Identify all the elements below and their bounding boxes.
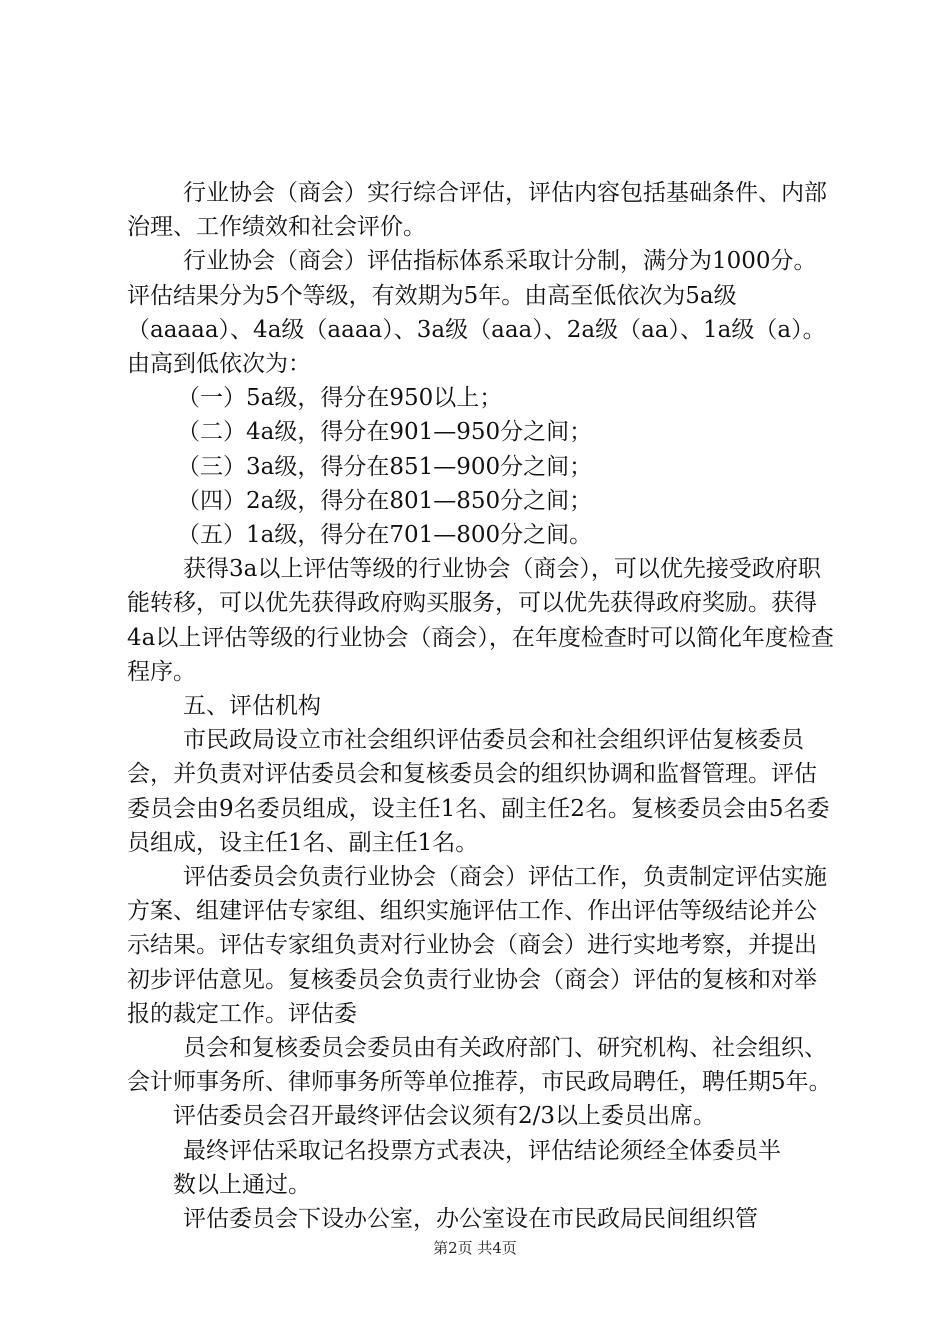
paragraph-voting-continued: 数以上通过。: [173, 1171, 311, 1198]
document-body: [127, 176, 837, 1236]
paragraph-grade-benefits: 获得3a以上评估等级的行业协会（商会），可以优先接受政府职能转移，可以优先获得政府购买服务，可以优先获得政府奖励。获得4a以上评估等级的行业协会（商会），在年度检查时可以简化年度检查程序。: [127, 556, 834, 685]
paragraph-voting: 最终评估采取记名投票方式表决，评估结论须经全体委员半: [183, 1137, 781, 1164]
grade-item-5a: （一）5a级，得分在950以上；: [177, 385, 503, 412]
grade-item-4a: （二）4a级，得分在901—950分之间；: [177, 419, 593, 446]
page-footer: [0, 1238, 950, 1258]
paragraph-scoring-system: 行业协会（商会）评估指标体系采取计分制，满分为1000分。评估结果分为5个等级，有效期为5年。由高至低依次为5a级（aaaaa）、4a级（aaaa）、3a级（aaa）、2a级（aa）、1a级（a）。由高到低依次为：: [127, 248, 826, 378]
grade-item-2a: （四）2a级，得分在801—850分之间；: [177, 487, 593, 514]
paragraph-committee-members: 员会和复核委员会委员由有关政府部门、研究机构、社会组织、会计师事务所、律师事务所等单位推荐，市民政局聘任，聘任期5年。: [127, 1035, 832, 1096]
grade-item-3a: （三）3a级，得分在851—900分之间；: [177, 453, 593, 480]
paragraph-office: 评估委员会下设办公室，办公室设在市民政局民间组织管: [183, 1206, 758, 1233]
section-heading-evaluation-body: 五、评估机构: [183, 693, 321, 720]
paragraph-meeting-quorum: 评估委员会召开最终评估会议须有2/3以上委员出席。: [173, 1103, 717, 1130]
grade-item-1a: （五）1a级，得分在701—800分之间。: [177, 522, 593, 549]
page-number-label: 第2页 共4页: [433, 1239, 517, 1257]
paragraph-evaluation-content: 行业协会（商会）实行综合评估，评估内容包括基础条件、内部治理、工作绩效和社会评价。: [127, 180, 827, 241]
paragraph-committee-duties: 评估委员会负责行业协会（商会）评估工作，负责制定评估实施方案、组建评估专家组、组织实施评估工作、作出评估等级结论并公示结果。评估专家组负责对行业协会（商会）进行实地考察，并提出初步评估意见。复核委员会负责行业协会（商会）评估的复核和对举报的裁定工作。评估委: [127, 864, 827, 1027]
paragraph-committee-setup: 市民政局设立市社会组织评估委员会和社会组织评估复核委员会，并负责对评估委员会和复核委员会的组织协调和监督管理。评估委员会由9名委员组成，设主任1名、副主任2名。复核委员会由5名委员组成，设主任1名、副主任1名。: [127, 727, 830, 856]
